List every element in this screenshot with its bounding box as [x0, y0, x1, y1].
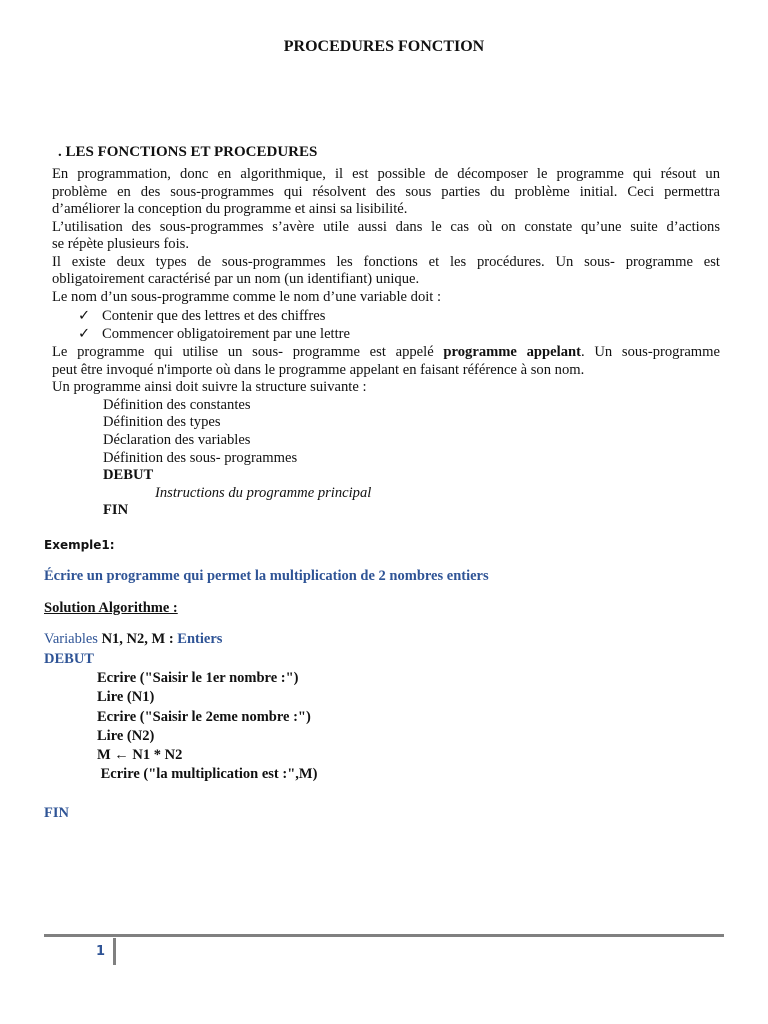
structure-debut: DEBUT: [103, 467, 154, 483]
checklist-text: Contenir que des lettres et des chiffres: [102, 308, 326, 324]
appelant-term: programme appelant: [443, 344, 581, 360]
checklist-item: [78, 307, 325, 325]
intro-line: En programmation, donc en algorithmique, il est possible de décomposer le programme qui résout un: [52, 166, 720, 182]
appelant-line: Un programme ainsi doit suivre la structure suivante :: [52, 379, 367, 395]
variables-type: Entiers: [177, 631, 223, 647]
intro-line: obligatoirement caractérisé par un nom (un identifiant) unique.: [52, 271, 420, 287]
appelant-line: peut être invoqué n'importe où dans le programme appelant en faisant référence à son nom.: [52, 361, 585, 378]
variables-names: N1, N2, M :: [97, 631, 178, 647]
intro-line: Le nom d’un sous-programme comme le nom d’une variable doit :: [52, 288, 442, 305]
checkmark-icon: ✓: [78, 326, 91, 342]
code-line: Ecrire ("la multiplication est :",M): [97, 766, 318, 782]
section-heading: . LES FONCTIONS ET PROCEDURES: [58, 144, 318, 160]
code-line: Ecrire ("Saisir le 2eme nombre :"): [97, 709, 311, 725]
structure-fin: FIN: [103, 502, 129, 518]
code-line: Ecrire ("Saisir le 1er nombre :"): [97, 670, 299, 686]
solution-label: Solution Algorithme :: [44, 600, 178, 616]
intro-line: d’améliorer la conception du programme et ainsi sa lisibilité.: [52, 201, 408, 217]
code-line: Lire (N1): [97, 689, 155, 705]
variables-keyword: Variables: [44, 631, 98, 647]
appelant-line: [52, 344, 720, 362]
structure-instructions: Instructions du programme principal: [155, 485, 372, 501]
intro-line: L’utilisation des sous-programmes s’avère utile aussi dans le cas où on constate qu’une suite d’actions: [52, 218, 720, 235]
code-line: Lire (N2): [97, 728, 155, 744]
checklist-text: Commencer obligatoirement par une lettre: [102, 326, 351, 342]
appelant-paragraph: [52, 344, 720, 397]
footer-divider: [44, 934, 724, 937]
structure-item: Définition des sous- programmes: [103, 450, 298, 466]
page-number: 1: [96, 944, 106, 959]
page-title: PROCEDURES FONCTION: [283, 38, 485, 55]
example-label: Exemple1:: [44, 538, 115, 552]
variables-line: [44, 631, 222, 648]
algo-fin: FIN: [44, 805, 69, 821]
checkmark-icon: ✓: [78, 308, 91, 324]
code-line: M ← N1 * N2: [97, 747, 183, 763]
intro-paragraph: [52, 166, 720, 306]
structure-item: Déclaration des variables: [103, 432, 251, 448]
checklist-item: [78, 325, 350, 343]
intro-line: se répète plusieurs fois.: [52, 236, 189, 252]
structure-item: Définition des types: [103, 414, 221, 430]
footer-vertical-bar: [113, 938, 116, 965]
structure-item: Définition des constantes: [103, 397, 251, 413]
algo-debut: DEBUT: [44, 651, 94, 667]
appelant-text: Le programme qui utilise un sous- programme est appelé: [52, 344, 444, 360]
example-heading: Écrire un programme qui permet la multiplication de 2 nombres entiers: [44, 568, 489, 584]
intro-line: problème en des sous-programmes qui résolvent des sous parties du problème initial. Ceci permettra: [52, 183, 720, 200]
appelant-text: . Un sous-programme: [580, 344, 720, 360]
intro-line: Il existe deux types de sous-programmes les fonctions et les procédures. Un sous- programme est: [52, 253, 720, 270]
